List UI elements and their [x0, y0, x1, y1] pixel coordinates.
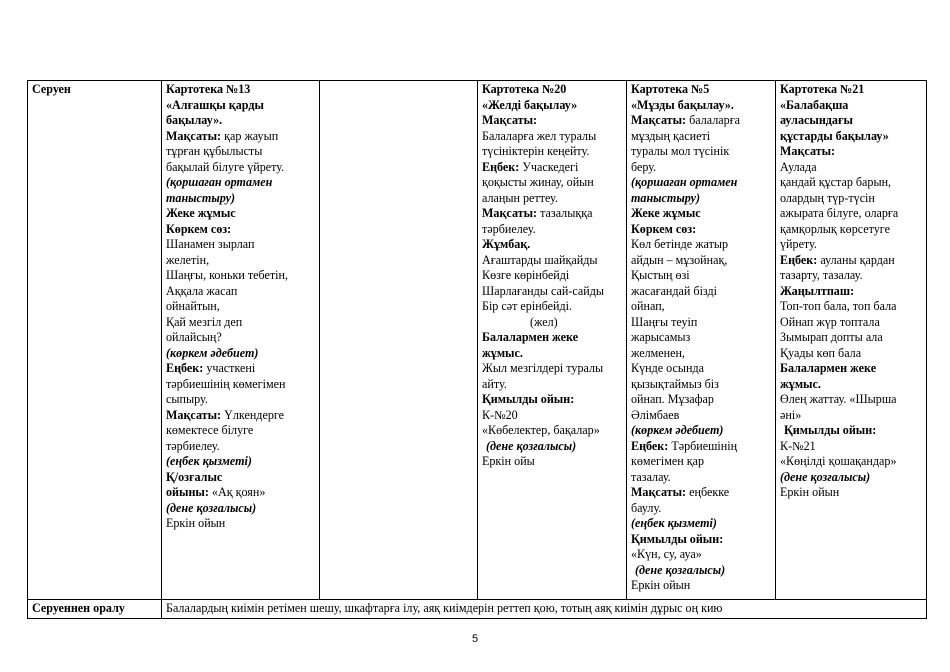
card-21-tongue-twister-line: Қуады көп бала	[780, 345, 862, 360]
card-21-text: олардың түр-түсін	[780, 190, 875, 205]
card-13-text: бақылай білуге үйрету.	[166, 159, 285, 174]
card-13-poem-line: Қай мезгіл деп	[166, 314, 243, 329]
card-21-tongue-twister-line: Зымырап допты ала	[780, 330, 883, 344]
card-13-category: (еңбек қызметі)	[166, 454, 252, 468]
card-5-category: (көркем әдебиет)	[631, 423, 724, 437]
card-20-category: (дене қозғалысы)	[486, 438, 577, 453]
card-13-goal: Мақсаты: қар жауып	[166, 128, 279, 143]
card-5-poem-author: Әлімбаев	[631, 407, 680, 422]
walk-row	[28, 81, 927, 600]
card-20-heading: жұмыс.	[482, 345, 523, 360]
card-20-heading: Жұмбақ.	[482, 237, 531, 251]
card-13-text: тұрған құбылысты	[166, 144, 263, 158]
card-21-tongue-twister-line: Ойнап жүр топтала	[780, 314, 880, 329]
card-5-poem-line: жасағандай бізді	[631, 283, 718, 298]
card-20-text: түсініктерін кеңейту.	[482, 144, 590, 158]
card-20-cell	[478, 81, 627, 600]
card-5-poem-line: айдын – мұзойнақ,	[631, 252, 728, 267]
card-21-title: Картотека №21	[780, 82, 865, 96]
card-20-heading: Мақсаты:	[482, 113, 538, 127]
card-13-poem-line: ойнайтын,	[166, 299, 220, 313]
card-13-category: таныстыру)	[166, 190, 236, 205]
card-20-text: «Көбелектер, бақалар»	[482, 423, 600, 437]
card-13-text: тәрбиешінің көмегімен	[166, 376, 286, 391]
card-13-poem-line: Аққала жасап	[166, 283, 238, 298]
card-21-tongue-twister-line: Топ-топ бала, топ бала	[780, 299, 897, 313]
card-13-poem-line: Шанамен зырлап	[166, 237, 255, 251]
card-13-game: ойыны: «Ақ қоян»	[166, 485, 266, 499]
page-number: 5	[471, 633, 479, 645]
card-5-heading: Көркем сөз:	[631, 221, 697, 236]
card-21-topic: құстарды бақылау»	[780, 128, 889, 143]
card-20-heading: Қимылды ойын:	[482, 392, 575, 406]
card-5-text: Еркін ойын	[631, 578, 691, 592]
card-13-labor: Еңбек: участкені	[166, 361, 256, 375]
card-20-title: Картотека №20	[482, 82, 567, 96]
card-5-poem-line: Күнде осында	[631, 361, 704, 375]
card-13-text: тәрбиелеу.	[166, 438, 220, 453]
card-5-text: көмегімен қар	[631, 454, 705, 468]
card-13-heading: Көркем сөз:	[166, 221, 232, 236]
card-21-text: тазарту, тазалау.	[780, 268, 863, 282]
card-20-riddle-line: Шарлағанды сай-сайды	[482, 283, 604, 298]
card-20-riddle-answer: (жел)	[530, 314, 558, 329]
card-20-text: алаңын реттеу.	[482, 190, 558, 205]
return-label-cell	[28, 600, 162, 619]
card-21-heading: Қимылды ойын:	[784, 423, 877, 437]
card-13-poem-line: ойлайсың?	[166, 330, 222, 344]
card-21-text: ажырата білуге, оларға	[780, 206, 899, 220]
card-21-text: Өлең жаттау. «Шырша	[780, 392, 897, 406]
card-20-riddle-line: Ағаштарды шайқайды	[482, 252, 598, 267]
card-21-category: (дене қозғалысы)	[780, 469, 871, 484]
card-5-category: (дене қозғалысы)	[635, 562, 726, 577]
card-20-riddle-line: Бір сәт ерінбейді.	[482, 299, 573, 313]
card-5-poem-line: Шаңғы теуіп	[631, 314, 698, 329]
card-21-topic: ауласындағы	[780, 113, 853, 127]
card-5-poem-line: Көл бетінде жатыр	[631, 237, 729, 251]
card-21-heading: Мақсаты:	[780, 144, 836, 158]
walk-plan-table	[27, 80, 927, 619]
card-5-category: таныстыру)	[631, 190, 701, 205]
card-5-goal: Мақсаты: балаларға	[631, 113, 741, 127]
card-20-text: айту.	[482, 376, 507, 391]
card-5-category: (қоршаған ортамен	[631, 175, 738, 189]
card-5-heading: Қимылды ойын:	[631, 531, 724, 546]
card-21-topic: «Балабақша	[780, 97, 849, 112]
card-20-topic: «Желді бақылау»	[482, 97, 578, 112]
card-21-text: үйрету.	[780, 237, 817, 251]
card-20-riddle-line: Көзге көрінбейді	[482, 268, 570, 282]
card-5-text: мұздың қасиеті	[631, 128, 711, 143]
empty-cell	[320, 81, 478, 600]
card-21-text: қамқорлық көрсетуге	[780, 221, 890, 236]
walk-label: Серуен	[32, 82, 71, 96]
card-13-heading: Жеке жұмыс	[166, 206, 236, 220]
return-text: Балалардың киімін ретімен шешу, шкафтарға ілу, аяқ киімдерін реттеп қою, тотың аяқ киімін дұрыс оң кию	[166, 601, 723, 615]
card-5-text: баулу.	[631, 500, 662, 515]
card-5-text: «Күн, су, ауа»	[631, 547, 702, 561]
card-20-text: Балаларға жел туралы	[482, 128, 597, 143]
card-5-text: беру.	[631, 159, 657, 174]
card-13-text: сыпыру.	[166, 392, 208, 406]
card-20-goal: Мақсаты: тазалыққа	[482, 206, 593, 220]
card-20-text: қоқысты жинау, ойын	[482, 175, 594, 189]
card-5-text: тазалау.	[631, 469, 671, 484]
card-5-poem-line: қызықтаймыз біз	[631, 376, 719, 391]
card-5-labor: Еңбек: Тәрбиешінің	[631, 438, 738, 453]
walk-label-cell	[28, 81, 162, 600]
card-21-heading: Жаңылтпаш:	[780, 283, 855, 298]
card-21-cell	[776, 81, 927, 600]
card-13-category: (қоршаған ортамен	[166, 175, 273, 189]
card-13-title: Картотека №13	[166, 82, 251, 96]
card-20-text: К-№20	[482, 407, 518, 422]
card-5-poem-line: ойнап. Мұзафар	[631, 392, 714, 406]
return-row	[28, 600, 927, 619]
card-21-labor: Еңбек: ауланы қардан	[780, 252, 895, 267]
card-21-text: К-№21	[780, 438, 816, 453]
card-21-text: қандай құстар барын,	[780, 175, 892, 189]
card-13-cell	[162, 81, 320, 600]
card-5-cell	[627, 81, 776, 600]
return-label: Серуеннен оралу	[32, 601, 125, 615]
card-13-heading: Қ/озғалыс	[166, 469, 223, 484]
card-21-text: әні»	[780, 407, 802, 422]
card-5-poem-line: Қыстың өзі	[631, 268, 690, 282]
card-13-topic: «Алғашқы қарды	[166, 97, 264, 112]
card-20-text: тәрбиелеу.	[482, 221, 536, 236]
card-5-poem-line: желменен,	[631, 345, 685, 360]
card-5-heading: Жеке жұмыс	[631, 206, 701, 220]
card-13-goal: Мақсаты: Үлкендерге	[166, 407, 285, 422]
card-13-category: (дене қозғалысы)	[166, 500, 257, 515]
card-5-goal: Мақсаты: еңбекке	[631, 485, 730, 499]
card-20-heading: Балалармен жеке	[482, 330, 579, 344]
card-5-poem-line: жарысамыз	[631, 330, 691, 344]
return-text-cell	[162, 600, 927, 619]
card-21-text: Аулада	[780, 159, 817, 174]
card-20-labor: Еңбек: Учаскедегі	[482, 159, 579, 174]
card-20-text: Еркін ойы	[482, 454, 535, 468]
card-21-heading: Балалармен жеке	[780, 361, 877, 375]
card-13-topic: бақылау».	[166, 113, 223, 127]
card-21-heading: жұмыс.	[780, 376, 821, 391]
card-13-category: (көркем әдебиет)	[166, 345, 259, 360]
card-13-poem-line: Шаңғы, коньки тебетін,	[166, 268, 288, 282]
card-5-title: Картотека №5	[631, 82, 710, 96]
card-13-text: көмектесе білуге	[166, 423, 254, 437]
card-5-category: (еңбек қызметі)	[631, 516, 717, 530]
card-5-topic: «Мұзды бақылау».	[631, 97, 734, 112]
card-21-text: «Көңілді қошақандар»	[780, 454, 897, 468]
card-5-text: туралы мол түсінік	[631, 144, 730, 158]
card-13-poem-line: желетін,	[166, 252, 210, 267]
card-13-text: Еркін ойын	[166, 516, 226, 530]
card-21-text: Еркін ойын	[780, 485, 840, 499]
card-5-poem-line: ойнап,	[631, 299, 665, 313]
card-20-text: Жыл мезгілдері туралы	[482, 361, 604, 375]
